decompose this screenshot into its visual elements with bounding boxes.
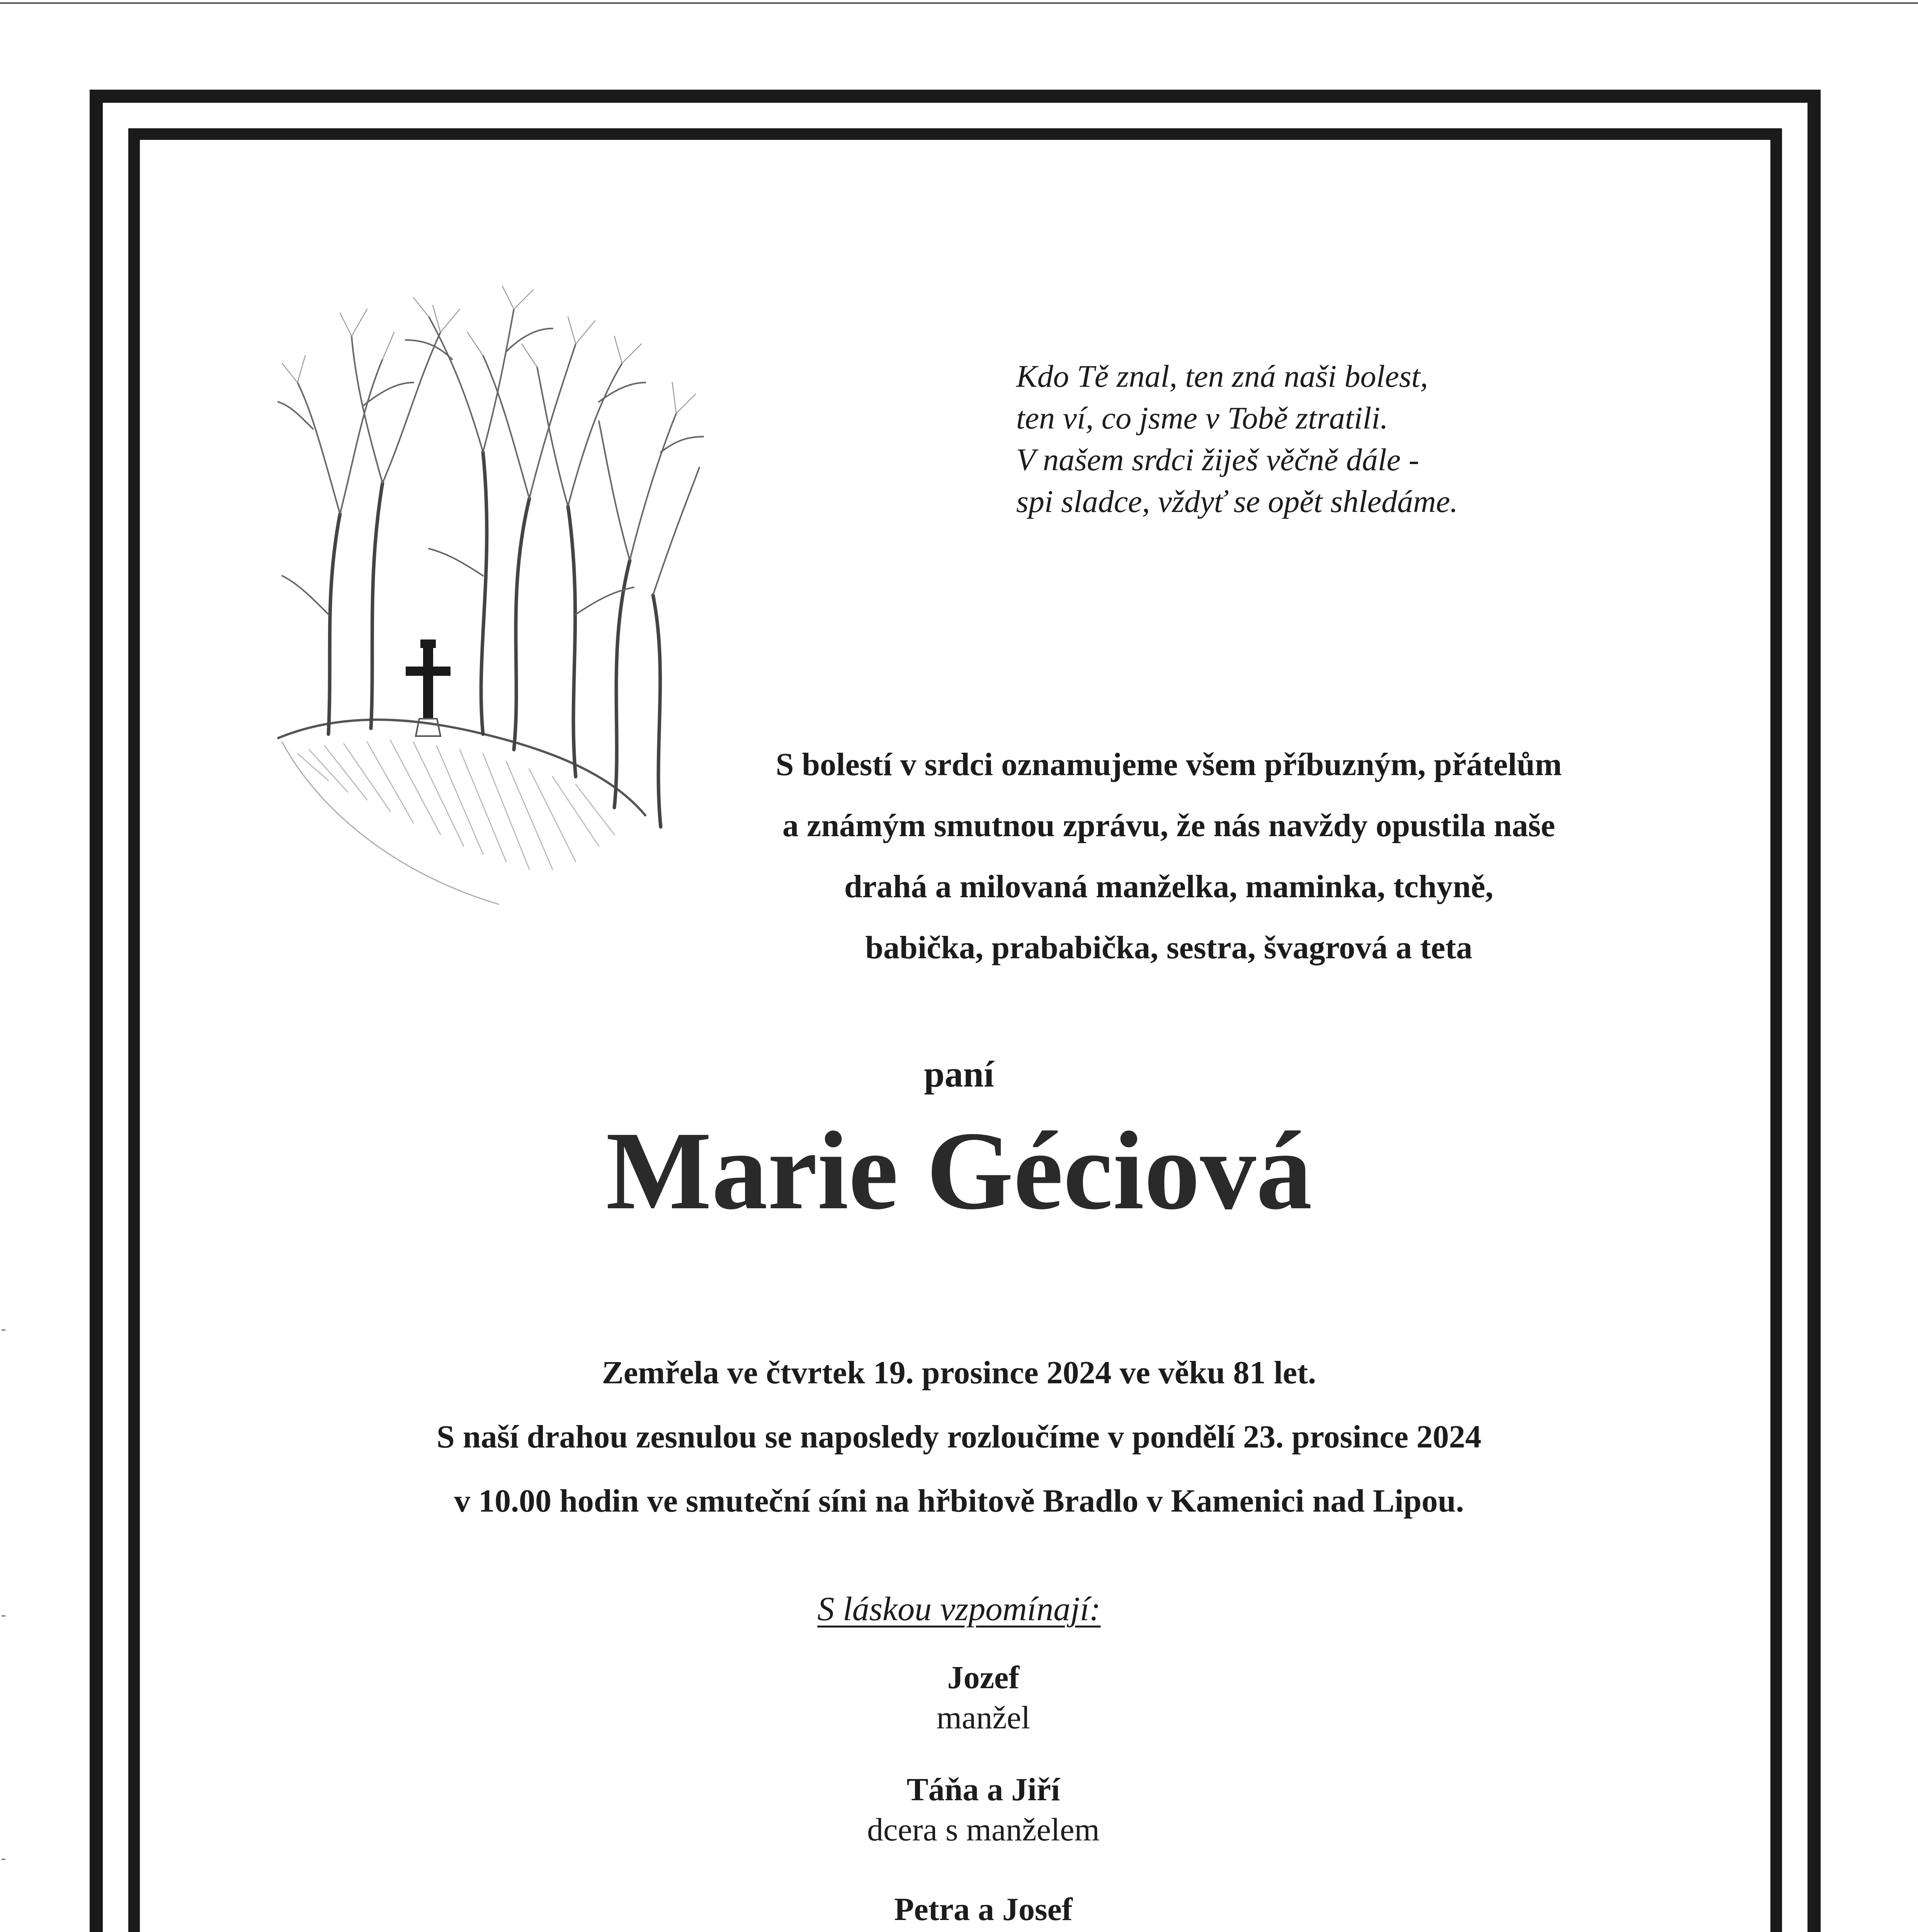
funeral-detail-line: v 10.00 hodin ve smuteční síni na hřbitově Bradlo v Kamenici nad Lipou. <box>454 1483 1464 1519</box>
funeral-detail-line: S naší drahou zesnulou se naposledy rozloučíme v pondělí 23. prosince 2024 <box>437 1419 1481 1455</box>
announcement-line: babička, prababička, sestra, švagrová a teta <box>865 930 1473 966</box>
scan-mark <box>2 1329 5 1331</box>
poem-line: V našem srdci žiješ věčně dále - <box>1016 442 1419 477</box>
mourners-heading-text: S láskou vzpomínají: <box>817 1590 1101 1628</box>
poem-line: spi sladce, vždyť se opět shledáme. <box>1016 484 1458 519</box>
mourner-relation <box>674 1930 1292 1932</box>
poem-line: ten ví, co jsme v Tobě ztratili. <box>1016 400 1388 435</box>
memorial-poem <box>1016 355 1712 522</box>
honorific: paní <box>924 1053 994 1095</box>
mourners-heading <box>0 1588 1918 1631</box>
scan-edge-line <box>0 2 1918 4</box>
mourner-name: Táňa a Jiří <box>906 1772 1060 1808</box>
death-announcement <box>634 734 1704 978</box>
funeral-detail-line: Zemřela ve čtvrtek 19. prosince 2024 ve věku 81 let. <box>602 1355 1316 1391</box>
deceased-name: Marie Géciová <box>606 1109 1312 1233</box>
announcement-line: a známým smutnou zprávu, že nás navždy opustila naše <box>782 808 1555 844</box>
mourner-relation: manžel <box>936 1700 1030 1736</box>
mourner-entry <box>674 1889 1292 1932</box>
announcement-line: drahá a milovaná manželka, maminka, tchyně, <box>844 869 1494 905</box>
mourner-entry <box>674 1770 1292 1850</box>
funeral-details <box>0 1341 1918 1533</box>
announcement-line: S bolestí v srdci oznamujeme všem příbuzným, přátelům <box>775 747 1562 782</box>
mourner-entry <box>674 1658 1292 1738</box>
poem-line: Kdo Tě znal, ten zná naši bolest, <box>1016 359 1428 394</box>
mourner-name: Jozef <box>947 1660 1020 1696</box>
mourner-name: Petra a Josef <box>894 1891 1073 1927</box>
scan-mark <box>2 1859 5 1860</box>
mourner-relation: dcera s manželem <box>867 1812 1100 1848</box>
